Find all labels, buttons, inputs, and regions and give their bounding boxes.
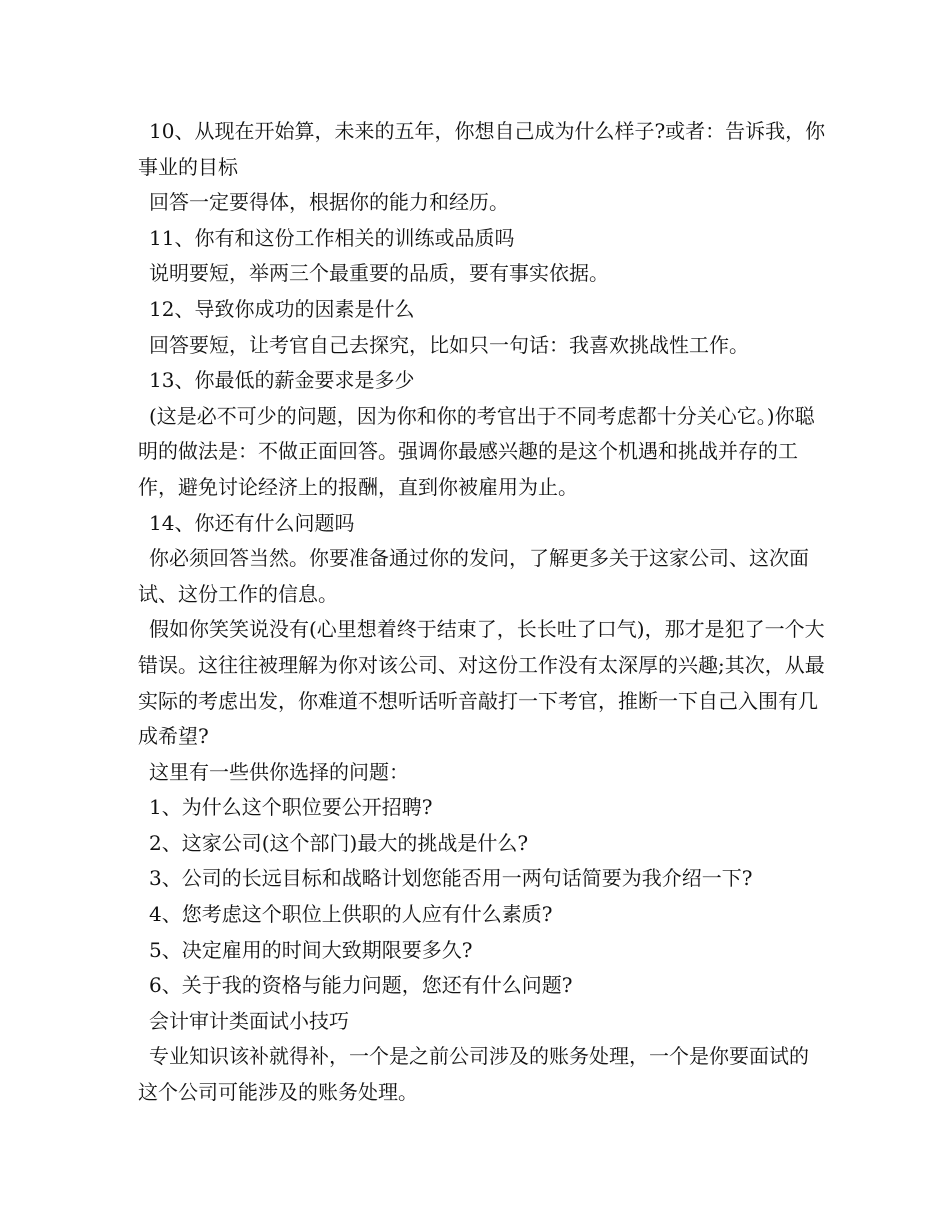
paragraph: 回答一定要得体，根据你的能力和经历。 xyxy=(149,190,509,215)
document-body xyxy=(138,114,828,1111)
section-heading: 会计审计类面试小技巧 xyxy=(149,1008,349,1033)
paragraph: 这里有一些供你选择的问题： xyxy=(149,759,409,784)
list-item: 1、为什么这个职位要公开招聘? xyxy=(149,795,433,820)
paragraph: 12、导致你成功的因素是什么 xyxy=(149,296,415,321)
paragraph: 回答要短，让考官自己去探究，比如只一句话：我喜欢挑战性工作。 xyxy=(149,332,749,357)
list-item: 6、关于我的资格与能力问题，您还有什么问题? xyxy=(149,973,573,998)
paragraph: 10、从现在开始算，未来的五年，你想自己成为什么样子?或者：告诉我，你事业的目标 xyxy=(138,119,826,179)
list-item: 4、您考虑这个职位上供职的人应有什么素质? xyxy=(149,902,553,927)
paragraph: 11、你有和这份工作相关的训练或品质吗 xyxy=(149,225,515,250)
paragraph: 13、你最低的薪金要求是多少 xyxy=(149,368,415,393)
paragraph: (这是必不可少的问题，因为你和你的考官出于不同考虑都十分关心它。)你聪明的做法是：不做正面回答。强调你最感兴趣的是这个机遇和挑战并存的工作，避免讨论经济上的报酬，直到你被雇用为止。 xyxy=(138,403,815,499)
paragraph: 你必须回答当然。你要准备通过你的发问，了解更多关于这家公司、这次面试、这份工作的信息。 xyxy=(138,546,809,606)
list-item: 3、公司的长远目标和战略计划您能否用一两句话简要为我介绍一下? xyxy=(149,866,753,891)
paragraph: 14、你还有什么问题吗 xyxy=(149,510,355,535)
paragraph: 假如你笑笑说没有(心里想着终于结束了，长长吐了口气)，那才是犯了一个大错误。这往往被理解为你对该公司、对这份工作没有太深厚的兴趣;其次，从最实际的考虑出发，你难道不想听话听音敲打一下考官，推断一下自己入围有几成希望? xyxy=(138,617,825,749)
paragraph: 说明要短，举两三个最重要的品质，要有事实依据。 xyxy=(149,261,609,286)
list-item: 2、这家公司(这个部门)最大的挑战是什么? xyxy=(149,830,529,855)
paragraph: 专业知识该补就得补，一个是之前公司涉及的账务处理，一个是你要面试的这个公司可能涉及的账务处理。 xyxy=(138,1044,809,1105)
list-item: 5、决定雇用的时间大致期限要多久? xyxy=(149,937,473,962)
